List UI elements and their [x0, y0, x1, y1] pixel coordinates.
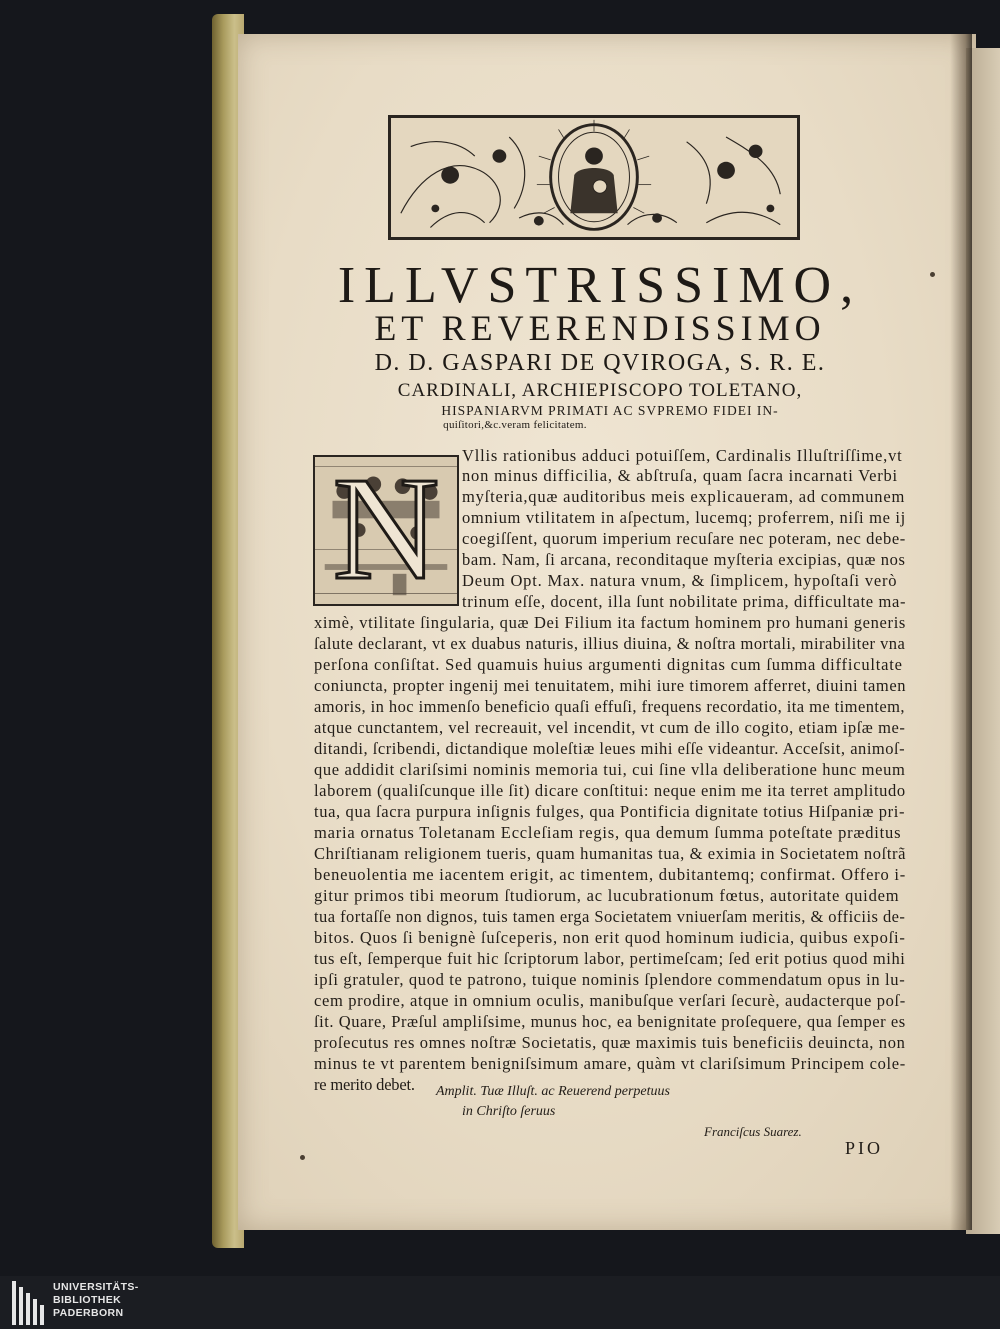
signature-line-2: in Chriſto ſeruus	[462, 1104, 556, 1119]
decorated-initial	[313, 447, 459, 611]
title-line-5: HISPANIARVM PRIMATI AC SVPREMO FIDEI IN-	[441, 403, 779, 418]
body-line: ſit. Quare, Præſul ampliſsime, munus hoc, ea benignitate proſequere, qua ſemper es	[314, 1012, 906, 1031]
title-line-4: CARDINALI, ARCHIEPISCOPO TOLETANO,	[397, 380, 803, 401]
signature-name: Franciſcus Suarez.	[704, 1124, 802, 1139]
body-line: coegiſſent, quorum imperium recuſare nec poteram, nec debe-	[462, 529, 906, 548]
body-line: que addidit clariſsimi nominis memoria tui, cui ſine vlla deliberatione hunc meum	[314, 760, 906, 779]
body-line: amoris, in hoc immenſo beneficio quaſi effuſi, frequens recordatio, ita me timentem,	[314, 697, 905, 716]
body-line: tua, qua ſacra purpura inſignis fulges, qua Pontificia dignitate totius Hiſpaniæ pri-	[314, 802, 906, 821]
body-line: ſalute declarant, vt ex duabus naturis, illius diuina, & noſtra mortali, mirabiliter vna	[314, 634, 906, 653]
body-line: Chriſtianam religionem tueris, quam humanitas tua, & eximia in Societatem noſtrã	[314, 844, 907, 863]
title-line-3: D. D. GASPARI DE QVIROGA, S. R. E.	[374, 350, 826, 376]
body-line: coniuncta, propter ingenij mei tenuitatem, mihi iure timorem afferret, diuini tamen	[314, 676, 907, 695]
body-line: beneuolentia me iacentem erigit, ac timentem, dubitantemq; confirmat. Offero i-	[314, 865, 907, 884]
body-line: ditandi, ſcribendi, dictandique moleſtiæ leues mihi eſſe videantur. Acceſsit, animoſ-	[314, 739, 906, 758]
footer-bar	[0, 1276, 1000, 1329]
body-line: atque cunctantem, vel recreauit, vel incendit, vt cum de illo cogito, etiam ipſæ me-	[314, 718, 906, 737]
body-line: bam. Nam, ſi arcana, reconditaque myſteria excipias, quæ nos	[462, 550, 906, 569]
library-logo-icon	[12, 1281, 48, 1325]
body-line: maria ornatus Toletanam Eccleſiam regis, qua demum ſumma poteſtate præditus	[314, 823, 902, 842]
body-line: ximè, vtilitate ſingularia, quæ Dei Filium ita factum hominem pro humani generis	[314, 613, 907, 632]
body-line: myſteria,quæ auditoribus meis explicaueram, ad communem	[462, 487, 906, 506]
body-line: tus eſt, ſemperque fuit hic ſcriptorum labor, pertimeſcam; ſed erit potius quod mihi	[314, 949, 906, 968]
body-line: perſona conſiſtat. Sed quamuis huius argumenti dignitas cum ſumma difficultate	[314, 655, 903, 674]
body-line: bitos. Quos ſi benignè ſuſceperis, non erit quod hominum iudicia, quibus expoſi-	[314, 928, 906, 947]
body-line: gitur primos tibi meorum ſtudiorum, ac lucubrationum fœtus, autoritate quidem	[314, 886, 900, 905]
title-line-2: ET REVERENDISSIMO	[374, 308, 826, 348]
body-line: cem prodire, atque in omnium oculis, manibuſque verſari ſecurè, audacterque poſ-	[314, 991, 906, 1010]
body-line: Deum Opt. Max. natura vnum, & ſimplicem, hypoſtaſi verò	[462, 571, 898, 590]
title-line-6: quiſitori,&c.veram felicitatem.	[443, 419, 587, 431]
page-speck	[930, 272, 935, 277]
body-line: proſecutus res omnes noſtræ Societatis, quæ maximis tuis beneficiis deuincta, non	[314, 1033, 906, 1052]
library-name-line-1: UNIVERSITÄTS-	[53, 1281, 139, 1293]
body-line: non minus difficilia, & abſtruſa, quam ſacra incarnati Verbi	[462, 466, 898, 485]
woodcut-headpiece	[388, 115, 800, 240]
catchword: PIO	[845, 1138, 884, 1158]
body-line: ipſi gratuler, quod te patrono, tuique nominis ſplendore commendatum opus in lu-	[314, 970, 906, 989]
body-line: minus te vt parentem benigniſsimum amare, quàm vt clariſsimum Principem cole-	[314, 1054, 906, 1073]
page-gutter-shadow	[950, 34, 972, 1230]
library-name-line-2: BIBLIOTHEK	[53, 1294, 122, 1306]
initial-letter: N	[332, 447, 440, 611]
body-line: tua fortaſſe non dignos, tuis tamen erga Societatem vniuerſam meritis, & officiis de-	[314, 907, 906, 926]
title-line-1: ILLVSTRISSIMO,	[337, 257, 863, 314]
library-name-line-3: PADERBORN	[53, 1307, 124, 1319]
body-line: Vllis rationibus adduci potuiſſem, Cardinalis Illuſtriſſime,vt	[462, 446, 903, 465]
body-line: trinum eſſe, docent, illa ſunt nobilitate prima, difficultate ma-	[462, 592, 907, 611]
body-line: laborem (qualiſcunque ille ſit) dicare conſtitui: neque enim me ita terret amplitudo	[314, 781, 906, 800]
page-speck	[300, 1155, 305, 1160]
signature-line-1: Amplit. Tuæ Illuſt. ac Reuerend perpetuus	[436, 1084, 670, 1099]
body-line: re merito debet.	[314, 1075, 415, 1094]
body-line: omnium vtilitatem in aſpectum, lucemq; proferrem, niſi me ij	[462, 508, 906, 527]
